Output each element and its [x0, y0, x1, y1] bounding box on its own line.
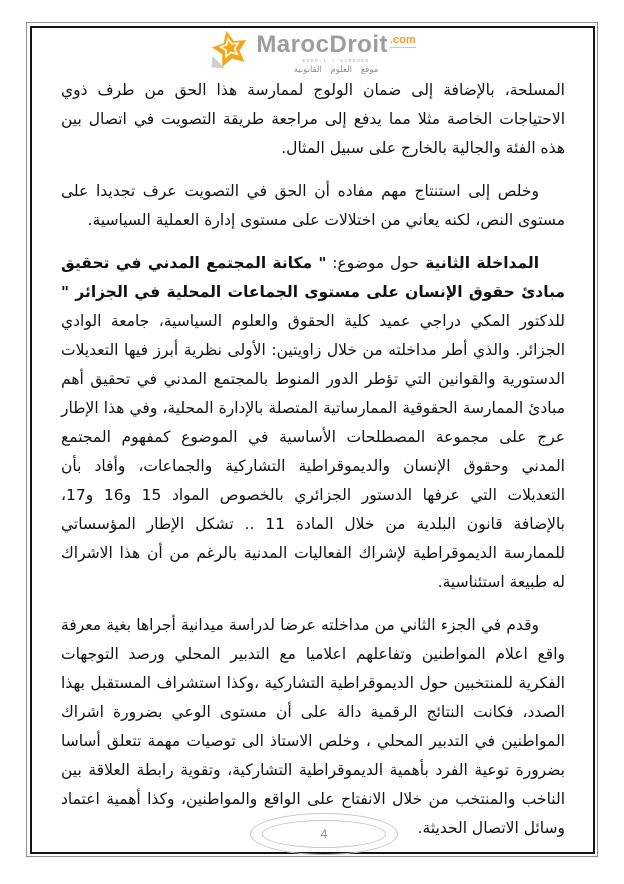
paragraph	[61, 249, 565, 597]
page-number-ellipse-inner	[262, 820, 386, 848]
paragraph-run: وخلص إلى استنتاج مهم مفاده أن الحق في التصويت عرف تجديدا على مستوى النص، لكنه يعاني من اختلالات على مستوى إدارة العملية السياسية.	[61, 182, 565, 229]
page-number-badge	[250, 813, 398, 855]
logo-tagline-micro: EXOR.I | SCROOEO	[302, 59, 370, 64]
paragraph	[61, 611, 565, 843]
paragraph-run: وقدم في الجزء الثاني من مداخلته عرضا لدراسة ميدانية أجراها بغية معرفة واقع اعلام المواطنين وتفاعلهم اعلاميا مع التدبير المحلي ورصد التوجهات الفكرية للمنتخبين حول الديموقراطية التشاركية ،وكذا استشراف المستقبل بهذا الصدد، فكانت النتائج الرقمية دالة على أن مستوى الوعي بضرورة اشراك المواطنين في التدبير المحلي ، وخلص الاستاذ الى توصيات مهمة تتعلق أساسا بضرورة توعية الفرد بأهمية الديموقراطية التشاركية، وتقوية رابطة العلاقة بين الناخب والمنتخب من خلال الانفتاح على الواقع والمواطنين، وكذا أهمية اعتماد وسائل الاتصال الحديثة.	[61, 616, 565, 837]
paragraph-run-bold: " مكانة المجتمع المدني في تحقيق مبادئ حقوق الإنسان على مستوى الجماعات المحلية في الجزائر "	[61, 254, 565, 301]
paragraph-run: المسلحة، بالإضافة إلى ضمان الولوج لممارسة هذا الحق من طرف ذوي الاحتياجات الخاصة مثلا مما يدفع إلى مراجعة طريقة التصويت في اتصال بين هذه الفئة والجالية بالخارج على سبيل المثال.	[61, 81, 565, 157]
paragraph	[61, 76, 565, 163]
document-body	[61, 76, 565, 857]
star-icon	[208, 27, 252, 71]
paragraph-run: حول موضوع:	[326, 254, 419, 272]
marocdroit-logo	[0, 27, 624, 75]
logo-tagline-arabic: موقع العلوم القانونية	[293, 65, 379, 75]
page-number: 4	[320, 827, 328, 841]
paragraph-run: للدكتور المكي دراجي عميد كلية الحقوق والعلوم السياسية، جامعة الوادي الجزائر. والذي أطر مداخلته من خلال زاويتين: الأولى نظرية أبرز فيها التعديلات الدستورية والقوانين التي تؤطر الدور المنوط بالمجتمع المدني في تحقيق أهم مبادئ الممارسة الحقوقية الممارساتية المتصلة بالإدارة المحلية، وفي هذا الإطار عرج على مجموعة المصطلحات الأساسية في الموضوع كمفهوم المجتمع المدني وحقوق الإنسان والديموقراطية التشاركية والجماعات، وأفاد بأن التعديلات التي عرفها الدستور الجزائري بالخصوص المواد 15 و16 و17، بالإضافة قانون البلدية من خلال المادة 11 .. تشكل الإطار المؤسساتي للممارسة الديموقراطية لإشراك الفعاليات المدنية بالرغم من أن هذا الاشراك له طبيعة استئناسية.	[61, 312, 565, 591]
brand-text: MarocDroit	[256, 31, 388, 58]
paragraph	[61, 177, 565, 235]
paragraph-run-bold: المداخلة الثانية	[418, 254, 540, 272]
brand-tld: .com	[390, 34, 416, 46]
